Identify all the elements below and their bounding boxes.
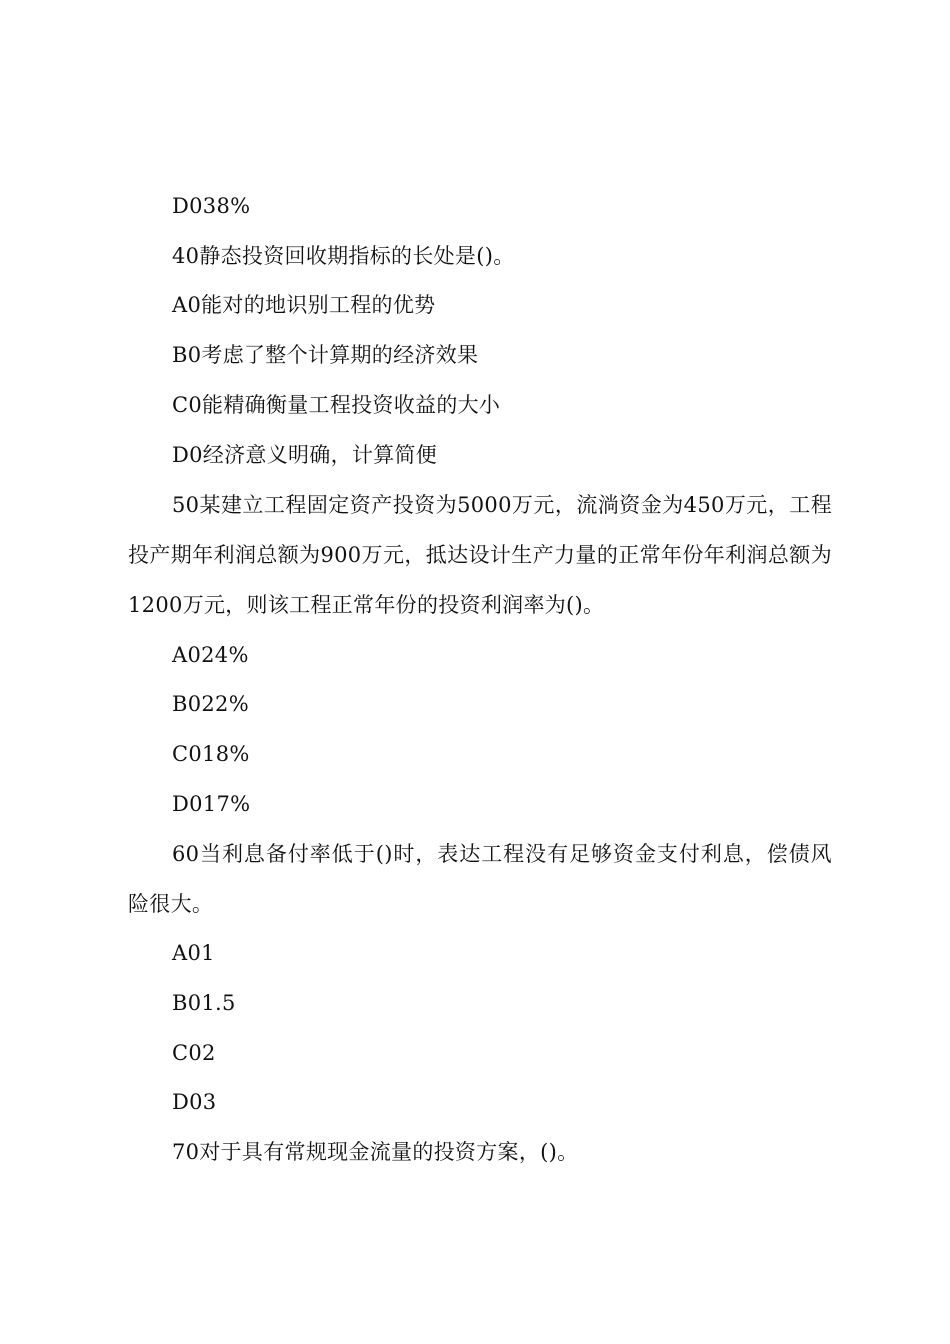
question-5-option-d: D017% [172, 792, 251, 816]
question-4-text: 40静态投资回收期指标的长处是()。 [172, 244, 515, 268]
question-6-option-d: D03 [172, 1090, 217, 1114]
question-6-option-b: B01.5 [172, 991, 236, 1015]
question-7-text: 70对于具有常规现金流量的投资方案，()。 [172, 1140, 579, 1164]
question-5-text: 50某建立工程固定资产投资为5000万元，流淌资金为450万元，工程投产期年利润总额为900万元，抵达设计生产力量的正常年份年利润总额为1200万元，则该工程正常年份的投资利润率为()。 [128, 493, 832, 617]
question-5-option-b: B022% [172, 692, 249, 716]
question-6-option-a: A01 [172, 941, 215, 965]
question-4-option-c: C0能精确衡量工程投资收益的大小 [172, 393, 501, 417]
question-5-option-c: C018% [172, 742, 250, 766]
question-3-option-d: D038% [172, 194, 251, 218]
question-4-option-b: B0考虑了整个计算期的经济效果 [172, 343, 479, 367]
question-6-option-c: C02 [172, 1041, 216, 1065]
question-4-option-d: D0经济意义明确，计算简便 [172, 443, 438, 467]
question-5-option-a: A024% [172, 643, 249, 667]
question-6-text: 60当利息备付率低于()时，表达工程没有足够资金支付利息，偿债风险很大。 [128, 842, 832, 916]
question-4-option-a: A0能对的地识别工程的优势 [172, 293, 436, 317]
